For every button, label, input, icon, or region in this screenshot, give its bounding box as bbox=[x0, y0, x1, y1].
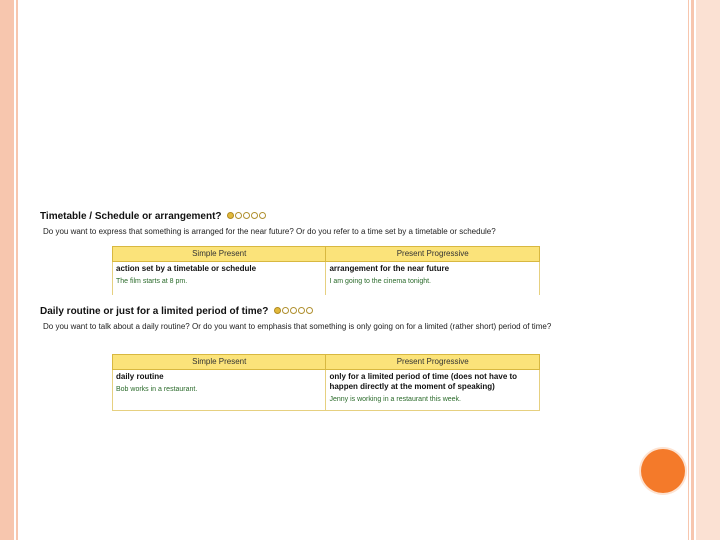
slide-frame-right-line bbox=[691, 0, 694, 540]
table-cell bbox=[326, 370, 540, 411]
comparison-table bbox=[112, 354, 540, 411]
example-sentence: The film starts at 8 pm. bbox=[116, 278, 188, 285]
usage-term: arrangement for the near future bbox=[329, 264, 450, 273]
table-cell bbox=[113, 262, 326, 296]
difficulty-rating-icon bbox=[227, 211, 267, 222]
slide-frame-right bbox=[696, 0, 720, 540]
usage-term: action set by a timetable or schedule bbox=[116, 264, 257, 273]
example-sentence: Bob works in a restaurant. bbox=[116, 386, 198, 393]
example-sentence: Jenny is working in a restaurant this week. bbox=[329, 396, 461, 403]
column-header: Present Progressive bbox=[326, 247, 540, 262]
section-title-daily-routine: Daily routine or just for a limited period of time? bbox=[40, 306, 314, 317]
difficulty-rating-icon bbox=[274, 306, 314, 317]
slide-frame-left bbox=[0, 0, 14, 540]
column-header: Simple Present bbox=[113, 247, 326, 262]
usage-term: daily routine bbox=[116, 372, 164, 381]
slide-frame-right-line bbox=[688, 0, 689, 540]
comparison-table bbox=[112, 246, 540, 295]
column-header: Present Progressive bbox=[326, 355, 540, 370]
decorative-circle bbox=[641, 449, 685, 493]
usage-term: only for a limited period of time (does not have to happen directly at the moment of speaking) bbox=[329, 372, 518, 391]
section-question: Do you want to talk about a daily routine? Or do you want to emphasis that something is only going on for a limited (rather short) period of time? bbox=[43, 322, 552, 331]
section-title-timetable: Timetable / Schedule or arrangement? bbox=[40, 211, 267, 222]
column-header: Simple Present bbox=[113, 355, 326, 370]
section-question: Do you want to express that something is arranged for the near future? Or do you refer to a time set by a timetable or schedule? bbox=[43, 227, 496, 236]
example-sentence: I am going to the cinema tonight. bbox=[329, 278, 431, 285]
table-cell bbox=[326, 262, 540, 296]
table-cell bbox=[113, 370, 326, 411]
slide-frame-left-line bbox=[16, 0, 18, 540]
